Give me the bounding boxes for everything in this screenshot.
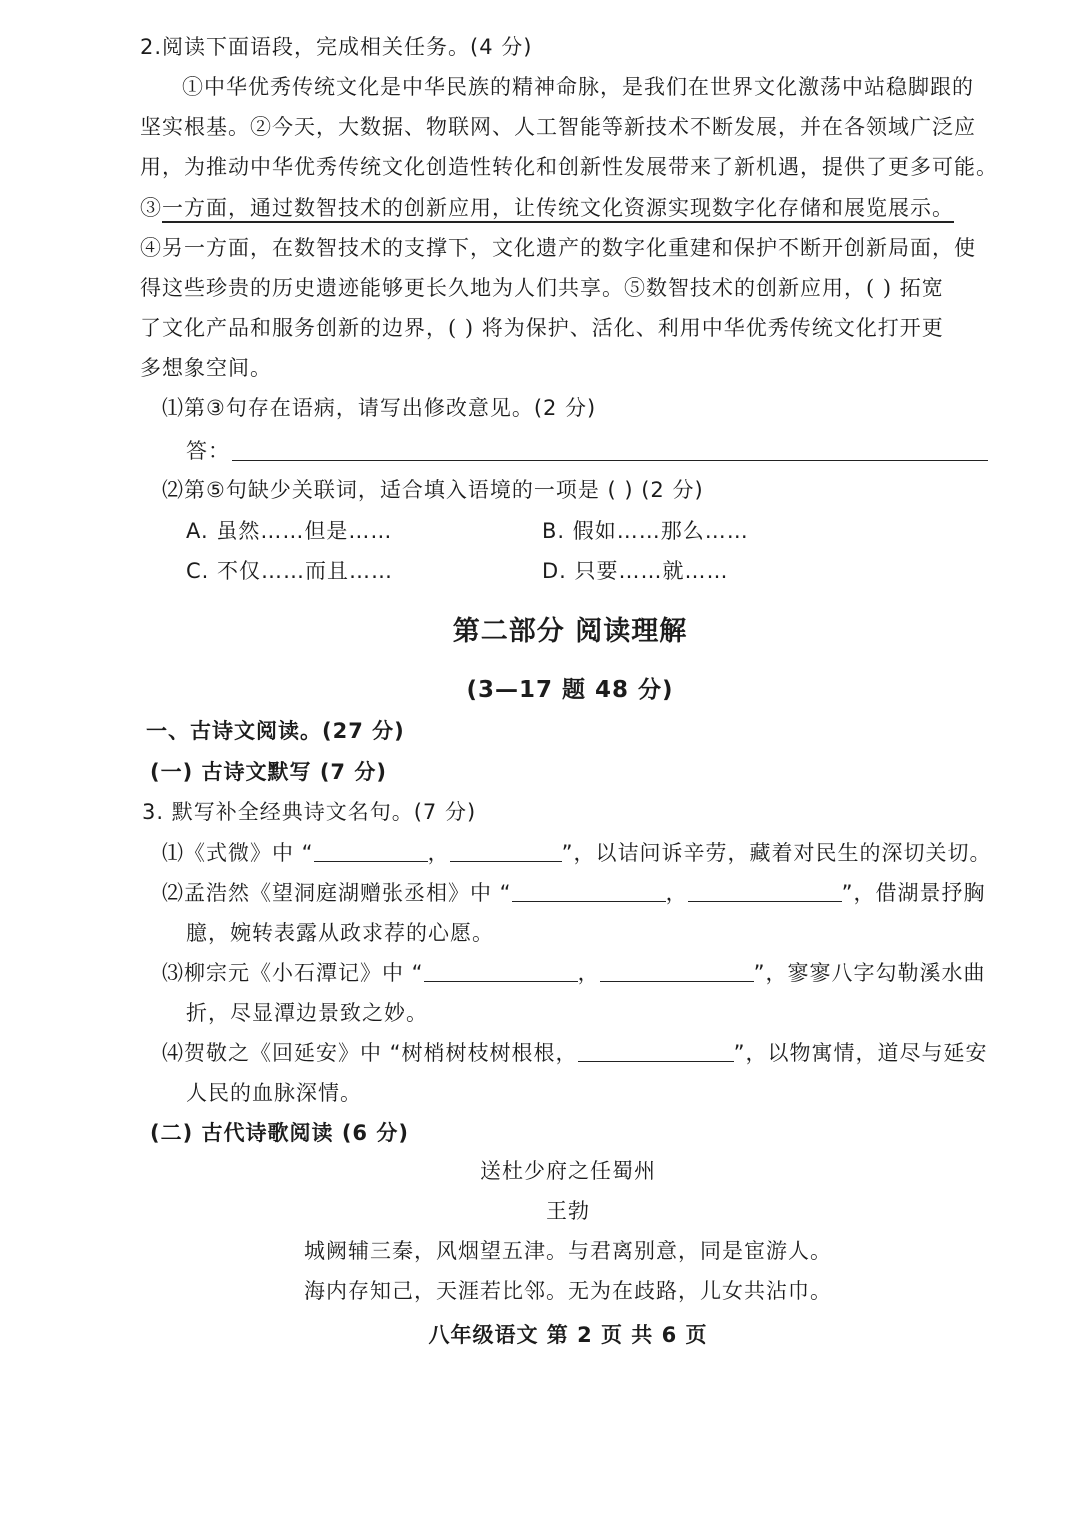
answer-line[interactable] xyxy=(232,460,988,461)
part2-title: 第二部分 阅读理解 xyxy=(452,616,688,647)
q3-item-1: ⑴《式微》中 “ ， ”，以诘问诉辛劳，藏着对民生的深切关切。 xyxy=(162,841,992,865)
blank-3a[interactable] xyxy=(424,959,578,982)
q2-sub2: ⑵第⑤句缺少关联词，适合填入语境的一项是 ( ) (2 分) xyxy=(162,478,704,502)
q2-line-2: 坚实根基。②今天，大数据、物联网、人工智能等新技术不断发展，并在各领域广泛应 xyxy=(140,115,976,139)
page-footer: 八年级语文 第 2 页 共 6 页 xyxy=(428,1323,708,1347)
q3-item-4-cont: 人民的血脉深情。 xyxy=(186,1081,362,1105)
blank-4[interactable] xyxy=(578,1039,734,1062)
poem-line-2: 海内存知己，天涯若比邻。无为在歧路，儿女共沾巾。 xyxy=(304,1279,832,1303)
q3-item-2-cont: 臆，婉转表露从政求荐的心愿。 xyxy=(186,921,494,945)
blank-3b[interactable] xyxy=(600,959,754,982)
option-b[interactable]: B. 假如……那么…… xyxy=(542,519,749,543)
section1-sub2: (二) 古代诗歌阅读 (6 分) xyxy=(150,1121,409,1145)
q2-sub1: ⑴第③句存在语病，请写出修改意见。(2 分) xyxy=(162,396,597,420)
option-a[interactable]: A. 虽然……但是…… xyxy=(186,519,393,543)
section1-sub1: (一) 古诗文默写 (7 分) xyxy=(150,760,387,784)
q3-item-3: ⑶柳宗元《小石潭记》中 “ ， ”，寥寥八字勾勒溪水曲 xyxy=(162,961,986,985)
option-d[interactable]: D. 只要……就…… xyxy=(542,559,729,583)
q2-header: 2.阅读下面语段，完成相关任务。(4 分) xyxy=(140,35,533,59)
q2-line-1: ①中华优秀传统文化是中华民族的精神命脉，是我们在世界文化激荡中站稳脚跟的 xyxy=(182,75,974,99)
blank-2a[interactable] xyxy=(512,879,666,902)
answer-label: 答： xyxy=(186,439,230,463)
sentence-3-underlined: 一方面，通过数智技术的创新应用，让传统文化资源实现数字化存储和展览展示。 xyxy=(162,196,954,223)
q2-line-8: 多想象空间。 xyxy=(140,356,272,380)
blank-1b[interactable] xyxy=(450,839,562,862)
q2-line-6: 得这些珍贵的历史遗迹能够更长久地为人们共享。⑤数智技术的创新应用，( ) 拓宽 xyxy=(140,276,944,300)
poem-title: 送杜少府之任蜀州 xyxy=(480,1159,656,1183)
poem-line-1: 城阙辅三秦，风烟望五津。与君离别意，同是宦游人。 xyxy=(304,1239,832,1263)
part2-subtitle: (3—17 题 48 分) xyxy=(466,677,674,703)
q3-item-4: ⑷贺敬之《回延安》中 “树梢树枝树根根， ”，以物寓情，道尽与延安 xyxy=(162,1041,988,1065)
q2-line-3: 用，为推动中华优秀传统文化创造性转化和创新性发展带来了新机遇，提供了更多可能。 xyxy=(140,155,998,179)
q2-line-5: ④另一方面，在数智技术的支撑下，文化遗产的数字化重建和保护不断开创新局面，使 xyxy=(140,236,976,260)
q3-header: 3. 默写补全经典诗文名句。(7 分) xyxy=(142,800,477,824)
q3-item-3-cont: 折，尽显潭边景致之妙。 xyxy=(186,1001,428,1025)
q2-line-7: 了文化产品和服务创新的边界，( ) 将为保护、活化、利用中华优秀传统文化打开更 xyxy=(140,316,944,340)
poem-author: 王勃 xyxy=(546,1199,590,1223)
blank-2b[interactable] xyxy=(688,879,842,902)
q2-line-4 xyxy=(140,193,954,223)
section1-title: 一、古诗文阅读。(27 分) xyxy=(146,719,405,743)
blank-1a[interactable] xyxy=(314,839,428,862)
option-c[interactable]: C. 不仅……而且…… xyxy=(186,559,394,583)
q3-item-2: ⑵孟浩然《望洞庭湖赠张丞相》中 “ ， ”，借湖景抒胸 xyxy=(162,881,986,905)
sentence-3-number: ③ xyxy=(140,196,162,220)
